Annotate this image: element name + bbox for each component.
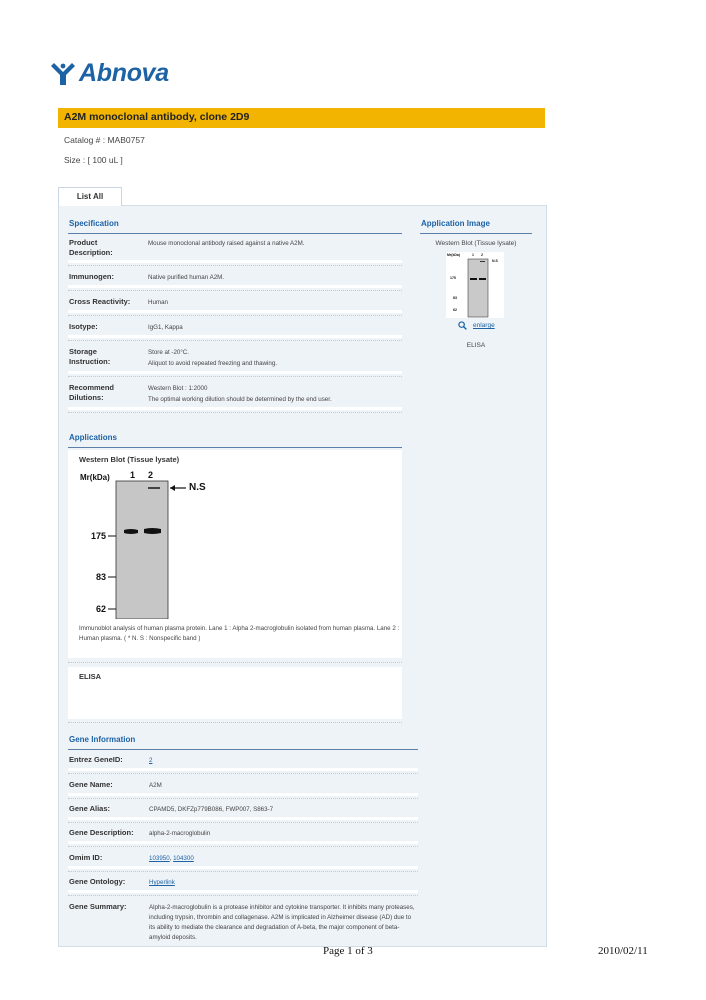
- row-divider: [68, 376, 402, 377]
- gene-label: Gene Description:: [69, 828, 134, 837]
- spec-value-2: The optimal working dilution should be determined by the end user.: [148, 396, 332, 403]
- gene-value: CPAMD5, DKFZp779B086, FWP007, S863-7: [149, 806, 274, 813]
- gene-value: alpha-2-macroglobulin: [149, 830, 211, 837]
- marker-175: 175: [91, 531, 107, 541]
- gene-info-title: Gene Information: [69, 735, 136, 744]
- gene-summary-text: Alpha-2-macroglobulin is a protease inhibitor and cytokine transporter. It inhibits many proteases, including trypsin, thrombin and collagenase. A2M is implicated in Alzheimer disease (AD) due to its ability to mediate the clearance and degradation of A-beta, the major component of beta-amyloid deposits.: [149, 904, 415, 941]
- row-divider: [68, 265, 402, 266]
- product-title-bar: [58, 108, 545, 128]
- omim-link-2[interactable]: 104300: [173, 855, 194, 862]
- thumb-marker-62: 62: [453, 308, 457, 312]
- western-blot-image: [78, 469, 208, 619]
- page-number: Page 1 of 3: [323, 945, 373, 957]
- magnifier-icon: [458, 321, 467, 330]
- spec-label: Recommend Dilutions:: [69, 383, 115, 402]
- product-size: Size : [ 100 uL ]: [64, 155, 123, 165]
- spec-value: IgG1, Kappa: [148, 324, 183, 331]
- row-band: [68, 260, 402, 263]
- gene-label: Gene Alias:: [69, 804, 110, 813]
- gene-label: Gene Ontology:: [69, 877, 126, 886]
- row-divider: [68, 871, 418, 872]
- spec-value: Mouse monoclonal antibody raised against a native A2M.: [148, 240, 305, 247]
- elisa-divider: [68, 722, 402, 723]
- spec-label: Immunogen:: [69, 272, 114, 281]
- thumb-marker-83: 83: [453, 296, 457, 300]
- gene-ontology-link[interactable]: Hyperlink: [149, 879, 175, 886]
- row-band: [68, 841, 418, 844]
- spec-label: Storage Instruction:: [69, 347, 111, 366]
- row-band: [68, 335, 402, 338]
- brand-name: Abnova: [79, 58, 169, 87]
- spec-value: Human: [148, 299, 168, 306]
- thumb-marker-175: 175: [450, 276, 456, 280]
- row-band: [68, 371, 402, 374]
- gene-label: Gene Summary:: [69, 902, 127, 911]
- gene-label: Entrez GeneID:: [69, 755, 123, 764]
- gene-value: A2M: [149, 782, 162, 789]
- row-band: [68, 817, 418, 820]
- tab-list-all[interactable]: List All: [58, 187, 122, 206]
- gene-info-rule: [68, 749, 418, 750]
- gene-label: Omim ID:: [69, 853, 103, 862]
- omim-links: 103950, 104300: [149, 855, 194, 862]
- marker-62: 62: [96, 604, 107, 614]
- applications-title: Applications: [69, 433, 118, 442]
- row-divider: [68, 412, 402, 413]
- mr-kda-label: Mr(kDa): [80, 473, 110, 482]
- lane-1-label: 1: [130, 470, 136, 480]
- western-blot-title: Western Blot (Tissue lysate): [79, 455, 180, 464]
- row-band: [68, 890, 418, 893]
- thumb-ns-label: N.S: [492, 259, 498, 263]
- elisa-box: [68, 667, 402, 719]
- row-divider: [68, 846, 418, 847]
- spec-label: Isotype:: [69, 322, 98, 331]
- enlarge-link[interactable]: [458, 321, 495, 330]
- thumbnail-elisa-label[interactable]: ELISA: [466, 342, 486, 349]
- row-band: [68, 310, 402, 313]
- spec-value: Store at -20°C.: [148, 349, 189, 356]
- brand-logo: [50, 58, 169, 88]
- catalog-number: Catalog # : MAB0757: [64, 135, 145, 145]
- spec-value: Native purified human A2M.: [148, 274, 225, 281]
- specification-title: Specification: [69, 219, 119, 228]
- row-divider: [68, 340, 402, 341]
- entrez-gene-link[interactable]: 2: [149, 757, 153, 764]
- row-divider: [68, 822, 418, 823]
- row-divider: [68, 315, 402, 316]
- row-divider: [68, 798, 418, 799]
- specification-rule: [68, 233, 402, 234]
- enlarge-link-text[interactable]: enlarge: [473, 322, 495, 329]
- row-band: [68, 285, 402, 288]
- row-band: [68, 866, 418, 869]
- row-divider: [68, 895, 418, 896]
- row-band: [68, 407, 402, 410]
- thumbnail-blot-image[interactable]: [446, 252, 504, 318]
- thumb-lane-1: 1: [472, 253, 474, 257]
- lane-2-label: 2: [148, 470, 154, 480]
- applications-divider: [68, 662, 402, 663]
- print-date: 2010/02/11: [598, 945, 648, 957]
- product-title: A2M monoclonal antibody, clone 2D9: [64, 111, 250, 123]
- application-image-rule: [420, 233, 532, 234]
- abnova-logo-icon: [50, 60, 76, 86]
- spec-value-2: Aliquot to avoid repeated freezing and thawing.: [148, 360, 277, 367]
- omim-link-1[interactable]: 103950: [149, 855, 170, 862]
- row-divider: [68, 290, 402, 291]
- western-blot-caption: Immunoblot analysis of human plasma protein. Lane 1 : Alpha 2-macroglobulin isolated from human plasma. Lane 2 : Human plasma. ( * N. S : Nonspecific band ): [79, 625, 400, 642]
- applications-rule: [68, 447, 402, 448]
- thumb-mr-label: Mr(kDa): [447, 253, 461, 257]
- gene-label: Gene Name:: [69, 780, 113, 789]
- elisa-title: ELISA: [79, 672, 102, 681]
- spec-value: Western Blot : 1:2000: [148, 385, 208, 392]
- thumb-lane-2: 2: [481, 253, 483, 257]
- spec-label: Product Description:: [69, 238, 113, 257]
- spec-label: Cross Reactivity:: [69, 297, 131, 306]
- row-band: [68, 768, 418, 771]
- row-divider: [68, 773, 418, 774]
- application-image-title: Application Image: [421, 219, 490, 228]
- ns-label: N.S: [189, 482, 206, 493]
- row-band: [68, 793, 418, 796]
- marker-83: 83: [96, 572, 107, 582]
- application-image-caption: Western Blot (Tissue lysate): [435, 240, 517, 247]
